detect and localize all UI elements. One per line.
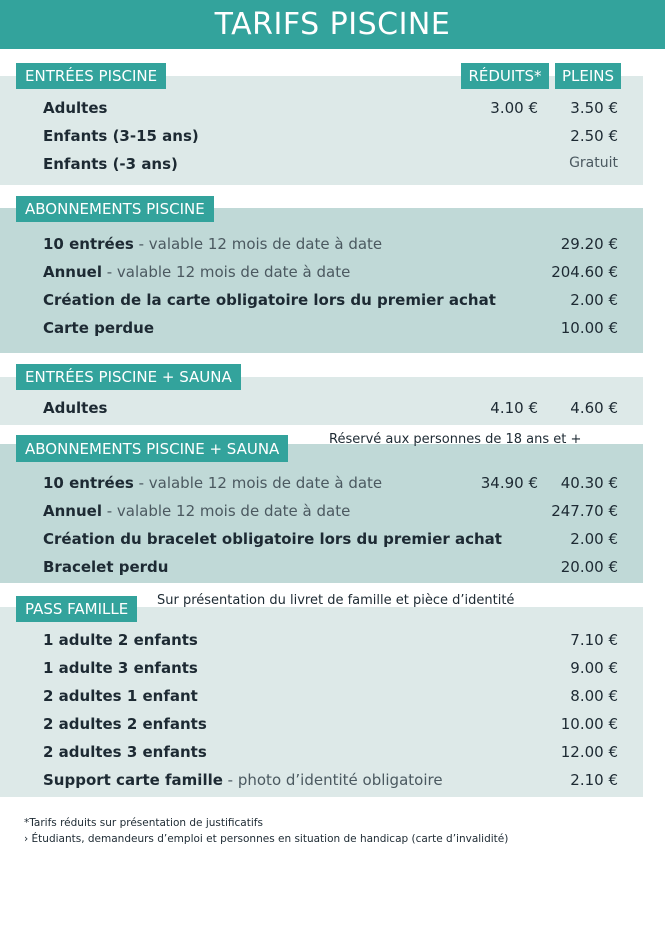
full-price: 10.00 € bbox=[560, 715, 618, 733]
price-row bbox=[43, 99, 618, 123]
price-row bbox=[43, 687, 618, 711]
reduced-price: 3.00 € bbox=[490, 99, 538, 117]
section-header-pass-famille: PASS FAMILLE bbox=[16, 596, 137, 622]
section-header-abonnements: ABONNEMENTS PISCINE bbox=[16, 196, 214, 222]
row-label: Adultes bbox=[43, 399, 108, 417]
row-label bbox=[43, 771, 443, 789]
row-label: 2 adultes 2 enfants bbox=[43, 715, 207, 733]
full-price: 20.00 € bbox=[560, 558, 618, 576]
row-label: 1 adulte 3 enfants bbox=[43, 659, 198, 677]
row-label-main: Support carte famille bbox=[43, 771, 223, 789]
full-price: 8.00 € bbox=[570, 687, 618, 705]
footnote: *Tarifs réduits sur présentation de justificatifs bbox=[24, 817, 263, 829]
row-label-desc: - photo d’identité obligatoire bbox=[222, 771, 443, 789]
price-row bbox=[43, 399, 618, 423]
row-label: Bracelet perdu bbox=[43, 558, 169, 576]
full-price: 247.70 € bbox=[551, 502, 618, 520]
price-row bbox=[43, 743, 618, 767]
full-price: 4.60 € bbox=[570, 399, 618, 417]
row-label: 1 adulte 2 enfants bbox=[43, 631, 198, 649]
column-header-pleins: PLEINS bbox=[555, 63, 621, 89]
row-label bbox=[43, 474, 382, 492]
row-label-main: Annuel bbox=[43, 502, 102, 520]
price-row bbox=[43, 127, 618, 151]
section-header-entrees-sauna: ENTRÉES PISCINE + SAUNA bbox=[16, 364, 241, 390]
page-title: TARIFS PISCINE bbox=[0, 0, 665, 49]
full-price: 10.00 € bbox=[560, 319, 618, 337]
section-header-entrees: ENTRÉES PISCINE bbox=[16, 63, 166, 89]
price-row bbox=[43, 530, 618, 554]
price-row bbox=[43, 558, 618, 582]
section-note: Sur présentation du livret de famille et pièce d’identité bbox=[157, 593, 515, 608]
full-price: Gratuit bbox=[569, 155, 618, 171]
price-row bbox=[43, 715, 618, 739]
row-label: Adultes bbox=[43, 99, 108, 117]
row-label bbox=[43, 235, 382, 253]
row-label: Carte perdue bbox=[43, 319, 154, 337]
price-row bbox=[43, 474, 618, 498]
column-header-reduits: RÉDUITS* bbox=[461, 63, 549, 89]
full-price: 2.10 € bbox=[570, 771, 618, 789]
row-label-main: 10 entrées bbox=[43, 474, 134, 492]
row-label: Enfants (3-15 ans) bbox=[43, 127, 199, 145]
full-price: 204.60 € bbox=[551, 263, 618, 281]
section-note: Réservé aux personnes de 18 ans et + bbox=[329, 432, 582, 447]
price-row bbox=[43, 659, 618, 683]
row-label bbox=[43, 502, 350, 520]
full-price: 9.00 € bbox=[570, 659, 618, 677]
full-price: 12.00 € bbox=[560, 743, 618, 761]
row-label-desc: - valable 12 mois de date à date bbox=[133, 235, 383, 253]
row-label-main: Annuel bbox=[43, 263, 102, 281]
row-label: 2 adultes 3 enfants bbox=[43, 743, 207, 761]
row-label: 2 adultes 1 enfant bbox=[43, 687, 198, 705]
row-label-main: 10 entrées bbox=[43, 235, 134, 253]
price-row bbox=[43, 502, 618, 526]
price-row bbox=[43, 291, 618, 315]
footnote: › Étudiants, demandeurs d’emploi et personnes en situation de handicap (carte d’invalidité) bbox=[24, 833, 509, 845]
full-price: 2.00 € bbox=[570, 291, 618, 309]
section-header-abonnements-sauna: ABONNEMENTS PISCINE + SAUNA bbox=[16, 435, 288, 462]
price-row bbox=[43, 771, 618, 795]
price-row bbox=[43, 263, 618, 287]
full-price: 29.20 € bbox=[560, 235, 618, 253]
row-label-desc: - valable 12 mois de date à date bbox=[101, 263, 351, 281]
full-price: 40.30 € bbox=[560, 474, 618, 492]
row-label: Enfants (-3 ans) bbox=[43, 155, 178, 173]
full-price: 3.50 € bbox=[570, 99, 618, 117]
price-row bbox=[43, 155, 618, 179]
full-price: 2.00 € bbox=[570, 530, 618, 548]
row-label-desc: - valable 12 mois de date à date bbox=[101, 502, 351, 520]
price-row bbox=[43, 631, 618, 655]
price-row bbox=[43, 235, 618, 259]
price-row bbox=[43, 319, 618, 343]
reduced-price: 4.10 € bbox=[490, 399, 538, 417]
row-label: Création du bracelet obligatoire lors du premier achat bbox=[43, 530, 502, 548]
full-price: 7.10 € bbox=[570, 631, 618, 649]
row-label-desc: - valable 12 mois de date à date bbox=[133, 474, 383, 492]
row-label: Création de la carte obligatoire lors du premier achat bbox=[43, 291, 496, 309]
reduced-price: 34.90 € bbox=[480, 474, 538, 492]
full-price: 2.50 € bbox=[570, 127, 618, 145]
row-label bbox=[43, 263, 350, 281]
